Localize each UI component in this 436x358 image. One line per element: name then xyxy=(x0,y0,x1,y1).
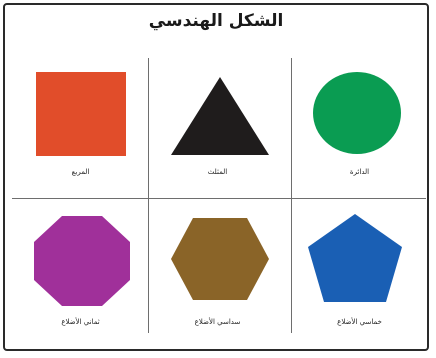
pentagon-icon xyxy=(293,202,426,317)
shape-cell-triangle xyxy=(151,60,284,198)
circle-icon xyxy=(293,60,426,180)
pentagon-label: خماسي الأضلاع xyxy=(337,318,382,326)
square-icon xyxy=(14,60,147,180)
hexagon-shape xyxy=(171,218,269,300)
shape-cell-square xyxy=(14,60,147,198)
circle-shape xyxy=(313,72,401,154)
shape-cell-circle xyxy=(293,60,426,198)
hexagon-icon xyxy=(151,202,289,317)
octagon-label: ثماني الأضلاع xyxy=(61,318,100,326)
circle-label: الدائرة xyxy=(349,168,370,176)
column-divider-left xyxy=(148,58,149,333)
column-divider-right xyxy=(291,58,292,333)
triangle-shape xyxy=(171,77,269,155)
shape-cell-hexagon xyxy=(151,202,284,340)
hexagon-label: سداسي الأضلاع xyxy=(194,318,241,326)
triangle-label: المثلث xyxy=(207,168,228,176)
row-divider xyxy=(12,198,426,199)
pentagon-shape xyxy=(308,214,402,302)
square-shape xyxy=(36,72,126,156)
square-label: المربع xyxy=(71,168,90,176)
triangle-icon xyxy=(151,60,289,180)
shape-cell-pentagon xyxy=(293,202,426,340)
page-title: الشكل الهندسي xyxy=(148,11,284,31)
shape-cell-octagon xyxy=(14,202,147,340)
octagon-icon xyxy=(14,202,147,317)
octagon-shape xyxy=(34,216,130,306)
